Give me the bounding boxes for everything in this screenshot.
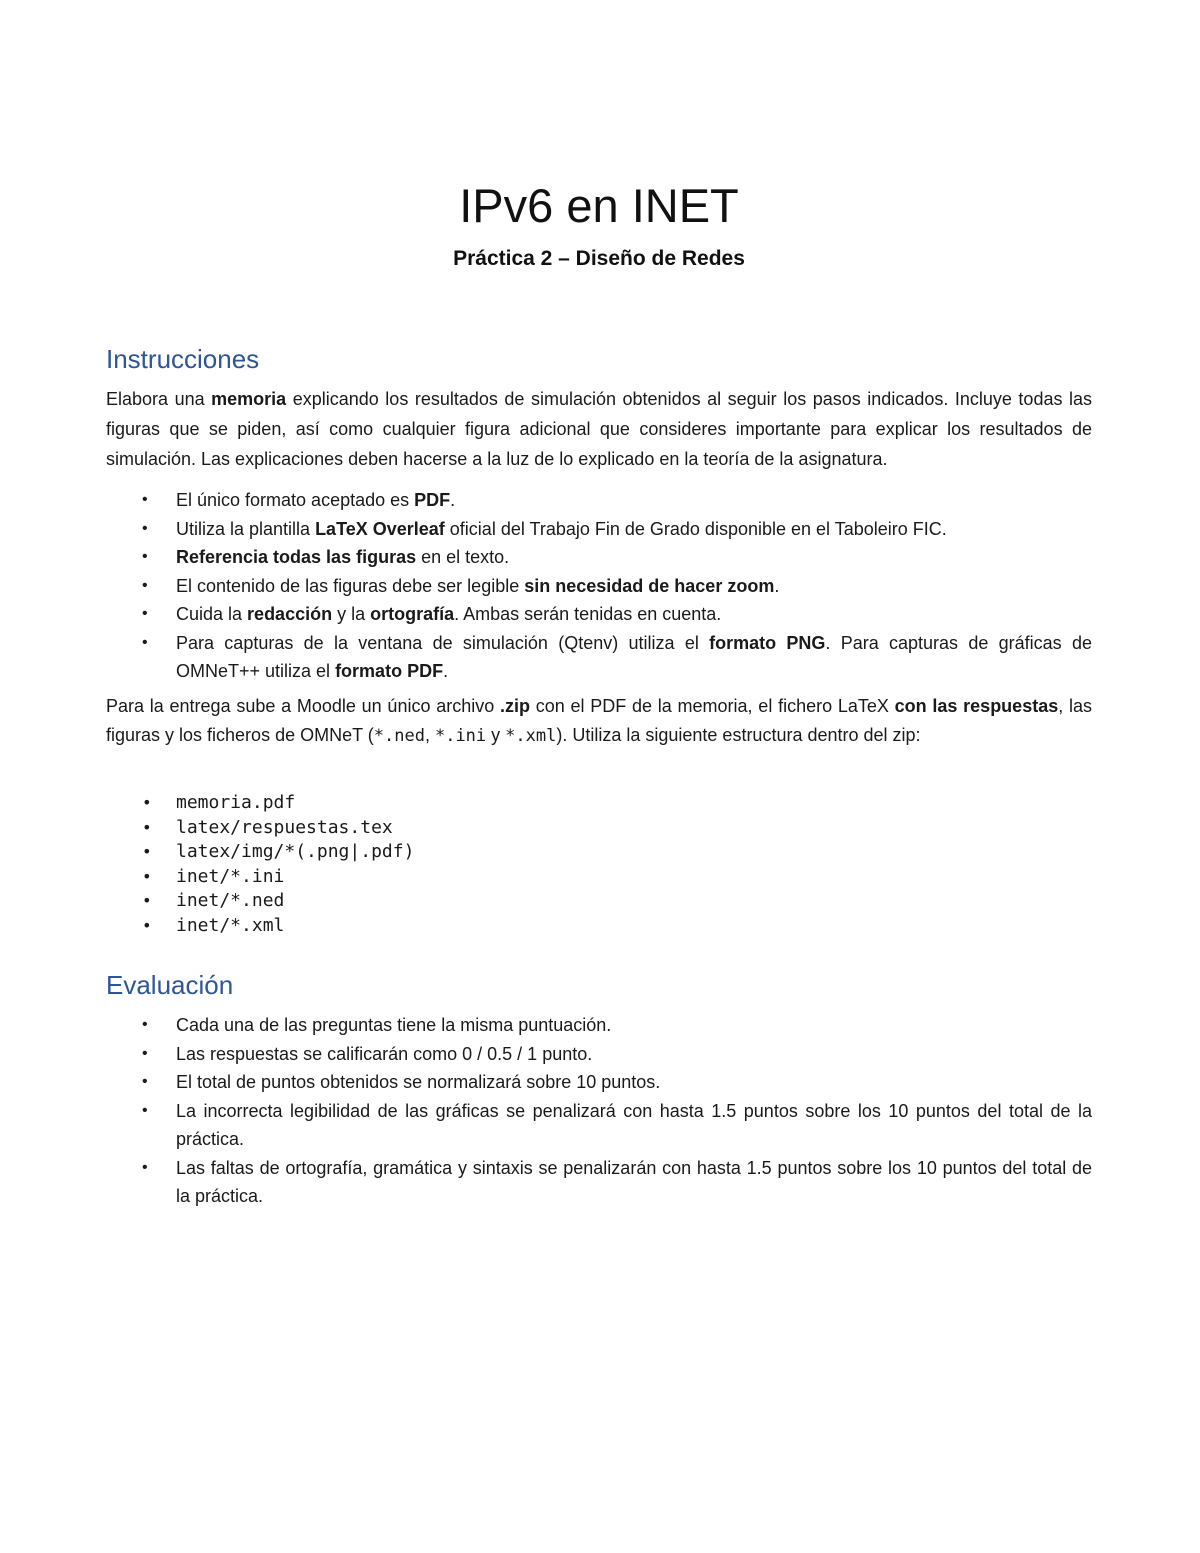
file-path: inet/*.xml — [176, 914, 285, 936]
text-run: oficial del Trabajo Fin de Grado disponible en el Taboleiro FIC. — [444, 518, 947, 539]
code-run: *.ned — [373, 726, 425, 746]
text-run: . — [774, 575, 780, 596]
text-run: Para la entrega sube a Moodle un único archivo — [106, 696, 500, 716]
file-path: latex/respuestas.tex — [176, 816, 393, 838]
text-run: y — [486, 725, 506, 745]
entrega-paragraph — [106, 692, 1092, 751]
file-path-item — [106, 914, 1092, 939]
text-run: Utiliza la plantilla — [176, 518, 316, 539]
bullet-icon: • — [142, 1044, 148, 1062]
code-run: *.xml — [505, 726, 557, 746]
text-run: . Para capturas de gráficas de OMNeT++ utiliza el — [176, 632, 1092, 681]
list-item — [106, 1097, 1092, 1154]
instrucciones-intro-paragraph — [106, 384, 1092, 474]
text-run: explicando los resultados de simulación obtenidos al seguir los pasos indicados. Incluye todas las figuras que se piden, así como cualquier figura adicional que consideres importante para explicar los resultados de simulación. Las explicaciones deben hacerse a la luz de lo explicado en la teoría de la asignatura. — [106, 389, 1093, 469]
bullet-icon: • — [142, 1101, 148, 1119]
page-subtitle: Práctica 2 – Diseño de Redes — [453, 247, 745, 270]
list-item — [106, 572, 1092, 601]
bold-run: redacción — [247, 604, 333, 624]
bullet-icon: • — [142, 605, 148, 622]
bullet-icon: • — [142, 1073, 148, 1090]
text-run: . — [443, 661, 449, 681]
bullet-icon: • — [142, 891, 152, 911]
list-item — [106, 543, 1092, 572]
text-run: . — [450, 490, 456, 510]
bullet-icon: • — [142, 915, 152, 935]
bullet-icon: • — [142, 519, 148, 537]
text-run: con el PDF de la memoria, el fichero LaTeX — [529, 696, 895, 716]
text-run: El único formato aceptado es — [176, 490, 415, 510]
list-item — [106, 1011, 1092, 1040]
text-run: El total de puntos obtenidos se normalizará sobre 10 puntos. — [176, 1072, 661, 1092]
bold-run: .zip — [499, 696, 530, 716]
zip-structure-list — [106, 791, 1092, 939]
bullet-icon: • — [142, 491, 148, 508]
text-run: y la — [332, 604, 371, 624]
file-path-item — [106, 791, 1092, 816]
bold-run: formato PNG — [709, 632, 826, 653]
file-path: inet/*.ini — [176, 865, 285, 887]
file-path-item — [106, 816, 1092, 841]
bullet-icon: • — [142, 1016, 148, 1033]
section-heading-instrucciones: Instrucciones — [106, 344, 260, 374]
bold-run: Referencia todas las figuras — [176, 547, 417, 567]
list-item — [106, 1068, 1092, 1097]
bullet-icon: • — [142, 793, 152, 812]
bullet-icon: • — [142, 576, 148, 594]
text-run: , — [424, 725, 435, 745]
text-run: Para capturas de la ventana de simulación (Qtenv) utiliza el — [176, 632, 710, 653]
bold-run: LaTeX Overleaf — [315, 518, 445, 539]
text-run: , las figuras y los ficheros de OMNeT ( — [106, 696, 1092, 745]
file-path-item — [106, 889, 1092, 914]
text-run: El contenido de las figuras debe ser legible — [176, 575, 525, 596]
bold-run: memoria — [211, 389, 287, 409]
bold-run: formato PDF — [335, 661, 444, 681]
instrucciones-bullet-list — [106, 486, 1092, 686]
bullet-icon: • — [142, 842, 152, 862]
bullet-icon: • — [142, 866, 152, 886]
file-path: inet/*.ned — [176, 890, 285, 912]
text-run: Cada una de las preguntas tiene la misma puntuación. — [176, 1015, 612, 1035]
text-run: . Ambas serán tenidas en cuenta. — [454, 604, 722, 624]
list-item — [106, 515, 1092, 544]
text-run: Las faltas de ortografía, gramática y sintaxis se penalizarán con hasta 1.5 puntos sobre los 10 puntos del total de la práctica. — [176, 1157, 1092, 1206]
code-run: *.ini — [434, 726, 487, 746]
bold-run: sin necesidad de hacer zoom — [524, 575, 775, 596]
list-item — [106, 486, 1092, 515]
text-run: ). Utiliza la siguiente estructura dentro del zip: — [556, 725, 921, 745]
document-page — [106, 0, 1092, 1553]
list-item — [106, 629, 1092, 686]
text-run: en el texto. — [416, 547, 510, 567]
bold-run: PDF — [414, 490, 451, 510]
file-path: latex/img/*(.png|.pdf) — [176, 841, 415, 863]
page-title: IPv6 en INET — [459, 179, 739, 232]
bullet-icon: • — [142, 548, 148, 565]
text-run: Elabora una — [106, 389, 212, 409]
list-item — [106, 1040, 1092, 1069]
section-heading-evaluacion: Evaluación — [106, 970, 234, 1000]
file-path-item — [106, 840, 1092, 865]
bullet-icon: • — [142, 1158, 148, 1176]
text-run: La incorrecta legibilidad de las gráficas se penalizará con hasta 1.5 puntos sobre los 10 puntos del total de la práctica. — [176, 1100, 1092, 1149]
file-path: memoria.pdf — [176, 792, 296, 813]
file-path-item — [106, 865, 1092, 890]
evaluacion-bullet-list — [106, 1011, 1092, 1211]
bold-run: con las respuestas — [894, 696, 1059, 716]
text-run: Las respuestas se calificarán como 0 / 0.5 / 1 punto. — [176, 1043, 593, 1064]
bullet-icon: • — [142, 817, 152, 837]
bold-run: ortografía — [370, 604, 455, 624]
list-item — [106, 600, 1092, 629]
list-item — [106, 1154, 1092, 1211]
bullet-icon: • — [142, 633, 148, 651]
text-run: Cuida la — [176, 604, 248, 624]
